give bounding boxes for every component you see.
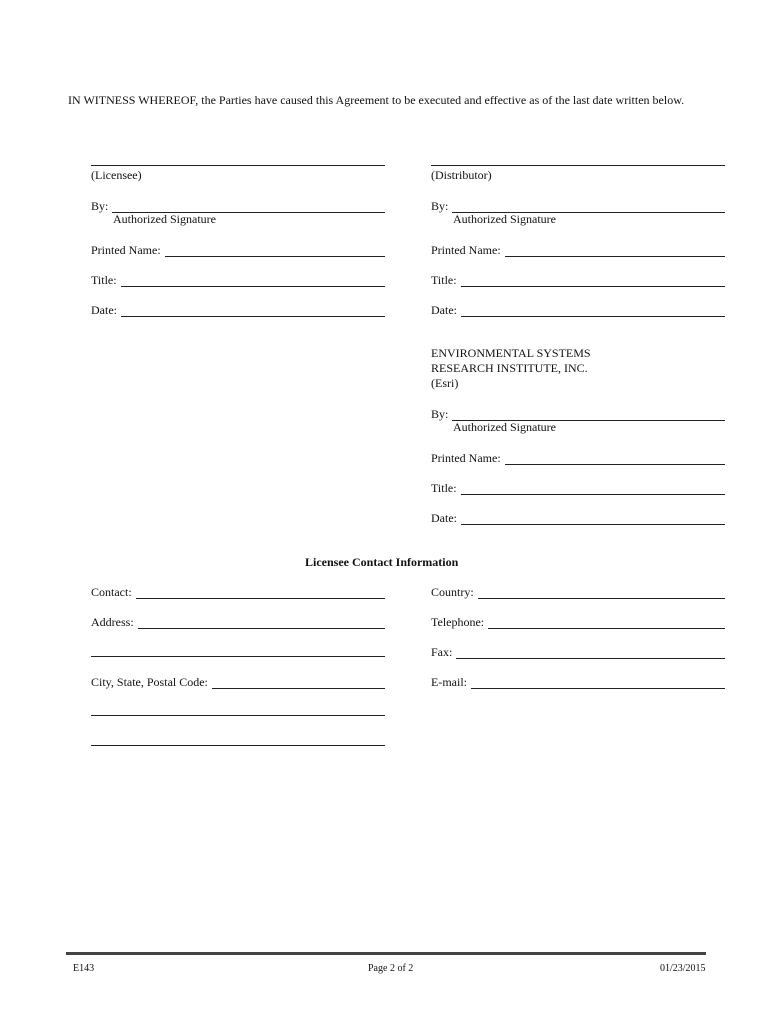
footer-rule — [66, 952, 706, 955]
distributor-title-label: Title: — [431, 273, 457, 287]
fax-line[interactable] — [456, 645, 725, 659]
contact-field — [91, 583, 385, 599]
esri-title-line[interactable] — [461, 481, 725, 495]
intro-paragraph: IN WITNESS WHEREOF, the Parties have caused this Agreement to be executed and effective as of the last date written below. — [68, 93, 685, 107]
esri-date-line[interactable] — [461, 511, 725, 525]
licensee-by-field — [91, 197, 385, 213]
distributor-date-field — [431, 301, 725, 317]
licensee-signature-line[interactable] — [112, 199, 385, 213]
distributor-title-field — [431, 271, 725, 287]
esri-date-label: Date: — [431, 511, 457, 525]
distributor-party-label: (Distributor) — [431, 168, 492, 182]
address-line[interactable] — [138, 615, 385, 629]
contact-label: Contact: — [91, 585, 132, 599]
fax-field — [431, 643, 725, 659]
address-label: Address: — [91, 615, 134, 629]
licensee-name-line[interactable] — [91, 165, 385, 166]
city-state-postal-field — [91, 673, 385, 689]
telephone-label: Telephone: — [431, 615, 485, 629]
address-line-2[interactable] — [91, 656, 385, 657]
distributor-by-label: By: — [431, 199, 449, 213]
distributor-printed-name-line[interactable] — [505, 243, 725, 257]
licensee-date-label: Date: — [91, 303, 117, 317]
esri-by-label: By: — [431, 407, 449, 421]
email-field — [431, 673, 725, 689]
esri-by-field — [431, 405, 725, 421]
email-label: E-mail: — [431, 675, 467, 689]
licensee-party-label: (Licensee) — [91, 168, 142, 182]
country-label: Country: — [431, 585, 474, 599]
distributor-name-line[interactable] — [431, 165, 725, 166]
country-line[interactable] — [478, 585, 725, 599]
esri-title-label: Title: — [431, 481, 457, 495]
country-field — [431, 583, 725, 599]
licensee-date-line[interactable] — [121, 303, 385, 317]
licensee-title-field — [91, 271, 385, 287]
city-state-postal-line[interactable] — [212, 675, 385, 689]
esri-signature-line[interactable] — [452, 407, 725, 421]
footer-page-number: Page 2 of 2 — [368, 963, 414, 974]
licensee-title-label: Title: — [91, 273, 117, 287]
esri-printed-name-label: Printed Name: — [431, 451, 501, 465]
telephone-line[interactable] — [488, 615, 725, 629]
esri-signature-note: Authorized Signature — [453, 420, 556, 434]
contact-section-title: Licensee Contact Information — [305, 555, 459, 569]
licensee-title-line[interactable] — [121, 273, 385, 287]
esri-printed-name-line[interactable] — [505, 451, 725, 465]
licensee-signature-note: Authorized Signature — [113, 212, 216, 226]
contact-line[interactable] — [136, 585, 385, 599]
licensee-by-label: By: — [91, 199, 109, 213]
esri-date-field — [431, 509, 725, 525]
distributor-date-line[interactable] — [461, 303, 725, 317]
esri-name-line2: RESEARCH INSTITUTE, INC. — [431, 361, 588, 375]
fax-label: Fax: — [431, 645, 453, 659]
esri-printed-name-field — [431, 449, 725, 465]
distributor-signature-note: Authorized Signature — [453, 212, 556, 226]
esri-name-line1: ENVIRONMENTAL SYSTEMS — [431, 346, 591, 360]
distributor-signature-line[interactable] — [452, 199, 725, 213]
distributor-printed-name-label: Printed Name: — [431, 243, 501, 257]
licensee-printed-name-line[interactable] — [165, 243, 385, 257]
city-state-postal-label: City, State, Postal Code: — [91, 675, 208, 689]
licensee-date-field — [91, 301, 385, 317]
distributor-printed-name-field — [431, 241, 725, 257]
licensee-printed-name-label: Printed Name: — [91, 243, 161, 257]
email-line[interactable] — [471, 675, 725, 689]
extra-line-1[interactable] — [91, 715, 385, 716]
distributor-date-label: Date: — [431, 303, 457, 317]
footer-date: 01/23/2015 — [660, 963, 706, 974]
distributor-title-line[interactable] — [461, 273, 725, 287]
address-field — [91, 613, 385, 629]
footer-form-code: E143 — [73, 963, 95, 974]
distributor-by-field — [431, 197, 725, 213]
esri-title-field — [431, 479, 725, 495]
extra-line-2[interactable] — [91, 745, 385, 746]
licensee-printed-name-field — [91, 241, 385, 257]
esri-name-line3: (Esri) — [431, 376, 459, 390]
telephone-field — [431, 613, 725, 629]
